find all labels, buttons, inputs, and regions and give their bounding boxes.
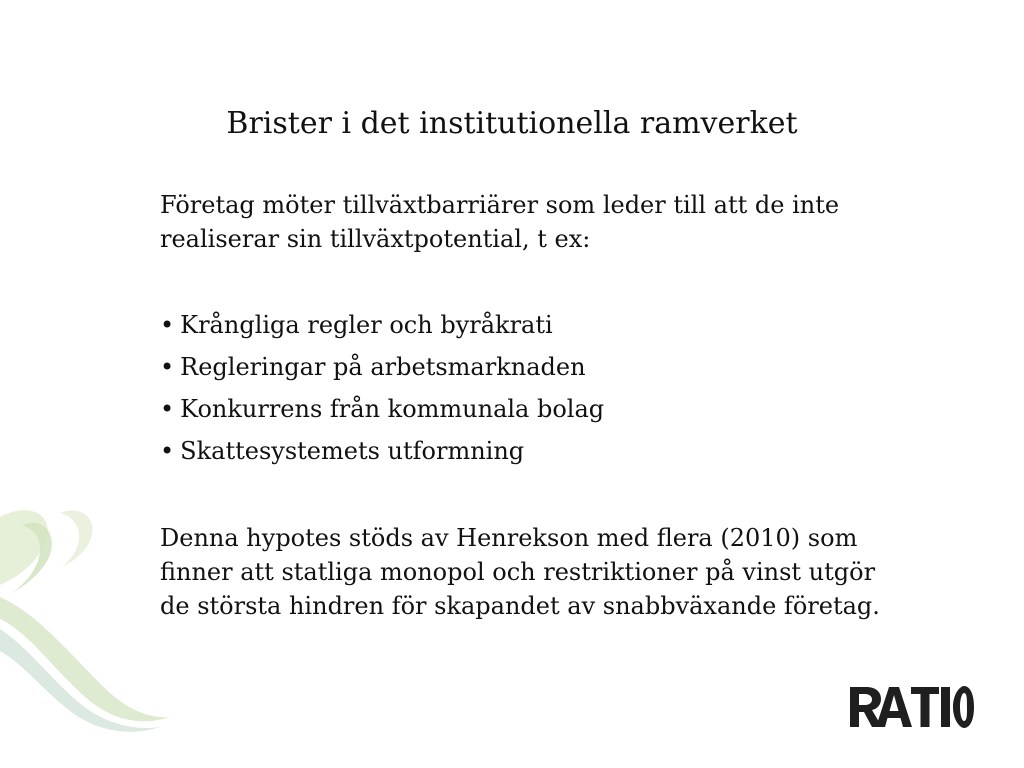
barrier-list — [160, 308, 880, 476]
list-item — [160, 350, 880, 392]
slide-title: Brister i det institutionella ramverket — [226, 106, 798, 141]
list-item-text: Skattesystemets utformning — [180, 437, 525, 465]
hypothesis-paragraph: Denna hypotes stöds av Henrekson med flera (2010) som finner att statliga monopol och restriktioner på vinst utgör de största hindren för skapandet av snabbväxande företag. — [160, 524, 880, 620]
ratio-logo — [850, 683, 974, 731]
list-item-text: Krångliga regler och byråkrati — [180, 311, 553, 339]
list-item-text: Konkurrens från kommunala bolag — [180, 395, 605, 423]
list-item — [160, 392, 880, 434]
bullet-marker: • — [160, 395, 175, 423]
bullet-marker: • — [160, 353, 175, 381]
list-item — [160, 434, 880, 476]
bullet-marker: • — [160, 437, 175, 465]
list-item-text: Regleringar på arbetsmarknaden — [180, 353, 586, 381]
bullet-marker: • — [160, 311, 175, 339]
list-item — [160, 308, 880, 350]
intro-paragraph: Företag möter tillväxtbarriärer som leder till att de inte realiserar sin tillväxtpotential, t ex: — [160, 191, 840, 253]
